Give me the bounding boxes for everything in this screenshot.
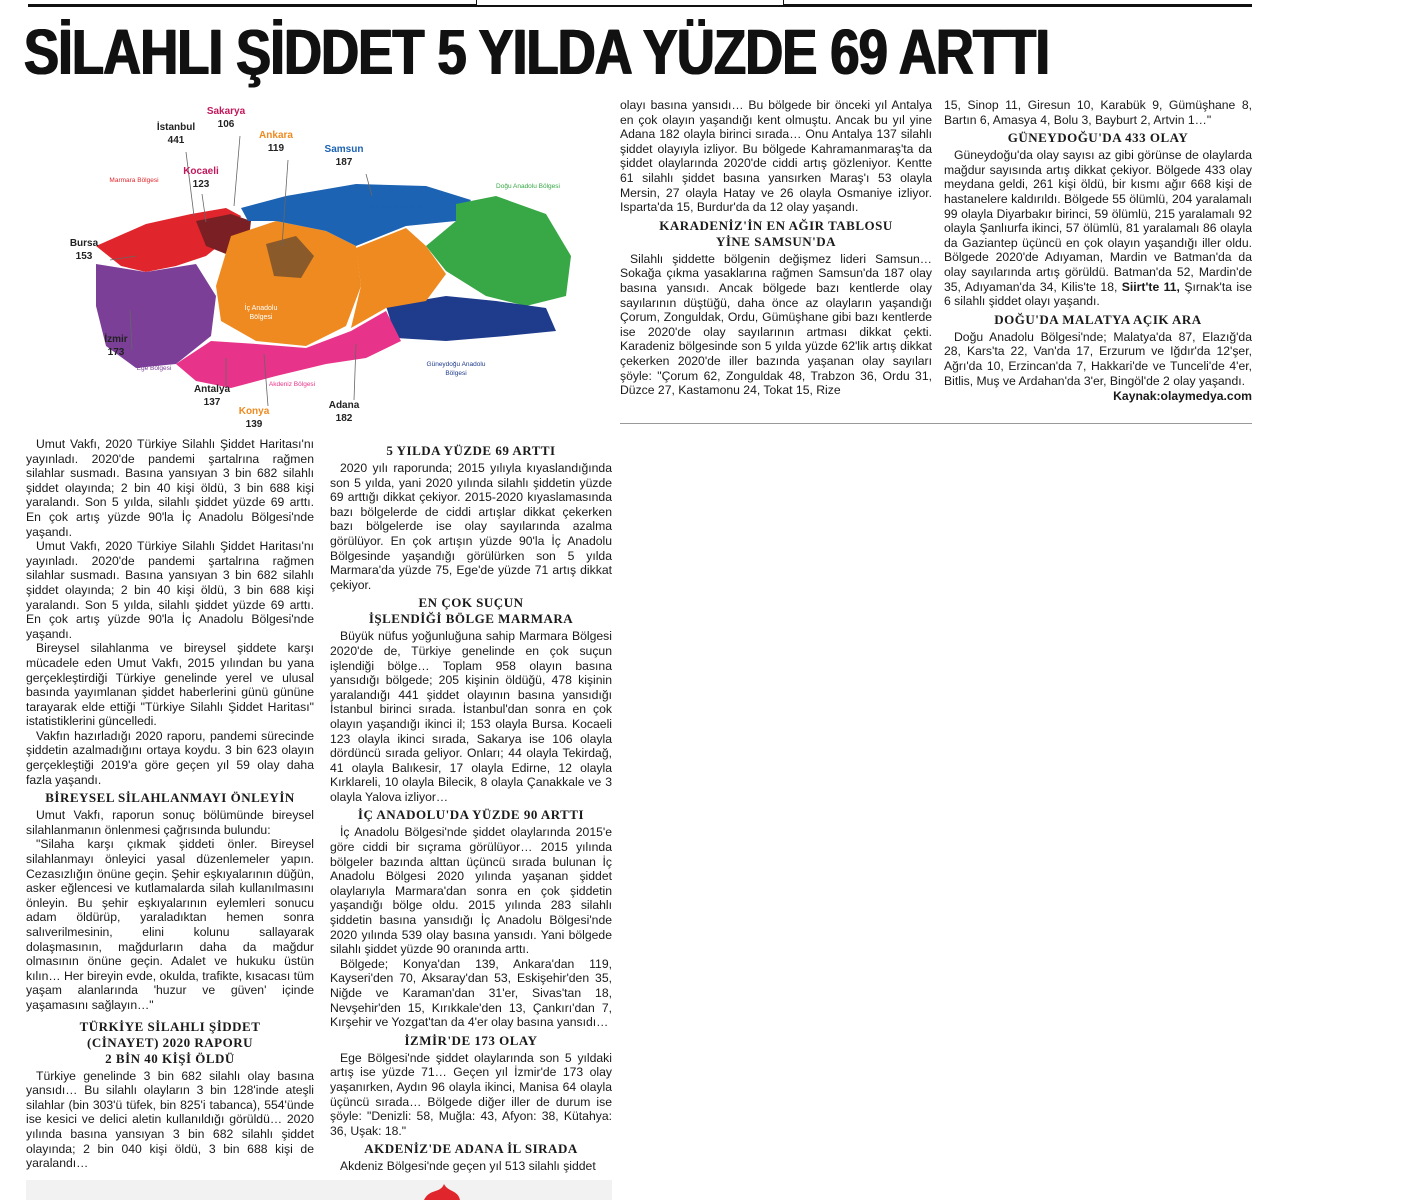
top-tab — [476, 0, 784, 6]
paragraph: Bireysel silahlanma ve bireysel şiddete karşı mücadele eden Umut Vakfı, 2015 yılından bu yana gerçekleştirdiği Türkiye genelinde yerel ve ulusal basında yayımlanan şiddet haberlerini günü gününe tarayarak elde ettiği "Türkiye Silahlı Şiddet Haritası" istatistiklerini güncelledi. — [26, 641, 314, 729]
city-value-label: 106 — [217, 119, 235, 130]
city-name-label: Sakarya — [206, 106, 246, 117]
city-name-label: Adana — [328, 400, 360, 411]
paragraph: Türkiye genelinde 3 bin 682 silahlı olay basına yansıdı… Bu silahlı olayların 3 bin 128'inde ateşli silahlar (bin 303'ü tüfek, bin 825'i tabanca), 554'ünde ise kesici ve delici aletin kullanıldığı görüldü… 2020 yılında basına yansıyan 3 bin 682 silahlı şiddet olayında; 2 bin 040 kişi öldü, 3 bin 688 kişi de yaralandı… — [26, 1068, 314, 1171]
paragraph: Umut Vakfı, 2020 Türkiye Silahlı Şiddet Haritası'nı yayınladı. 2020'de pandemi şartalrına rağmen silahlar susmadı. Basına yansıyan 3 bin 682 silahlı şiddet olayında; 2 bin 40 kişi öldü, 3 bin 688 kişi yaralandı. Son 5 yılda, silahlı şiddet yüzde 69 arttı. En çok artış yüzde 90'la İç Anadolu Bölgesi'nde yaşandı. — [26, 539, 314, 641]
paragraph: Ege Bölgesi'nde şiddet olaylarında son 5 yıldaki artış ise yüzde 71… Geçen yıl İzmir'de 173 olay yaşanırken, Aydın 96 olayla ikinci, Manisa 64 olayla üçüncü sırada… Bölgede diğer iller de durum ise şöyle: "Denizli: 58, Muğla: 43, Afyon: 38, Kütahya: 36, Uşak: 18." — [330, 1050, 612, 1138]
paragraph: Umut Vakfı, raporun sonuç bölümünde bireysel silahlanmanın önlenmesi çağrısında bulundu: — [26, 808, 314, 837]
subheading — [330, 595, 612, 627]
paragraph: 15, Sinop 11, Giresun 10, Karabük 9, Gümüşhane 8, Bartın 6, Amasya 4, Bolu 3, Bayburt 2, Artvin 1…" — [944, 98, 1252, 127]
subheading — [26, 1019, 314, 1067]
city-name-label: Antalya — [193, 384, 231, 395]
paragraph-bold-text: Siirt'te 11, — [1121, 279, 1180, 294]
region-label: Marmara Bölgesi — [109, 177, 159, 184]
city-value-label: 119 — [267, 143, 285, 154]
city-value-label: 139 — [245, 419, 263, 428]
region-label: İç Anadolu — [244, 305, 278, 312]
source-credit: Kaynak:olaymedya.com — [1113, 389, 1252, 404]
city-value-label: 441 — [167, 135, 185, 146]
subheading-line: TÜRKİYE SİLAHLI ŞİDDET — [79, 1018, 261, 1034]
city-name-label: Konya — [238, 406, 270, 417]
paragraph: Silahlı şiddette bölgenin değişmez lideri Samsun… Sokağa çıkma yasaklarına rağmen Samsun'da 187 olay basına yansıdı. Ancak bölgede bazı kentlerde olay sayılarının düştüğü, daha önce az olayların yaşandığı Çorum, Zonguldak, Ordu, Gümüşhane gibi bazı kentlerde ise 2020'de olay sayılarının artması dikkat çekti. Karadeniz bölgesinde son 5 yılda yüzde 62'lik artış dikkat çekerken 2020'de iller bazında yaşanan olay sayıları şöyle: "Çorum 62, Zonguldak 48, Trabzon 36, Ordu 31, Düzce 27, Kastamonu 24, Tokat 15, Rize — [620, 251, 932, 398]
subheading: 5 YILDA YÜZDE 69 ARTTI — [386, 443, 556, 458]
city-name-label: Ankara — [259, 130, 293, 141]
region-label: Doğu Anadolu Bölgesi — [496, 183, 560, 190]
city-value-label: 187 — [335, 157, 353, 168]
city-name-label: İzmir — [104, 334, 128, 345]
region-label: Karadeniz Bölgesi — [369, 203, 423, 210]
paragraph: Doğu Anadolu Bölgesi'nde; Malatya'da 87, Elazığ'da 28, Kars'ta 22, Van'da 17, Erzurum ve Iğdır'da 12'şer, Ağrı'da 10, Erzincan'da 7, Hakkari'de ve Tunceli'de 4'er, Bitlis, Muş ve Ardahan'da 3'er, Bingöl'de 2 olay yaşandı. — [944, 329, 1252, 388]
subheading: İÇ ANADOLU'DA YÜZDE 90 ARTTI — [357, 807, 585, 823]
paragraph: olayı basına yansıdı… Bu bölgede bir önceki yıl Antalya en çok olayın yaşandığı kent olmuştu. Ancak bu yıl yine Adana 182 olayla birinci sırada… Onu Antalya 137 silahlı şiddet olayıyla izliyor. Bu bölgede Kahramanmaraş'ta da şiddet olaylarında 2020'de ciddi artış gözleniyor. Kentte 61 silahlı şiddet basına yansırken Maraş'ı 53 olayla Mersin, 27 olayla Hatay ve 26 olayla Osmaniye izliyor. Isparta'da 15, Burdur'da da 12 olay yaşandı. — [620, 98, 932, 215]
city-value-label: 153 — [75, 251, 93, 262]
paragraph-text: Güneydoğu'da olay sayısı az gibi görünse de olaylarda mağdur sayısında artış dikkat çekiyor. Bölgede 433 olay meydana geldi, 261 kişi öldü, bir kısmı ağır 668 kişi de hastanelere kaldırıldı. Bölgede 55 ölümlü, 204 yaralamalı 99 olayla Diyarbakır birinci, 59 ölümlü, 215 yaralamalı 92 olayla Şanlıurfa ikinci, 57 ölümlü, 81 yaralamalı 86 olayla da Gaziantep üçüncü en çok olayın yaşandığı iller oldu. Bölgede 2020'de Adıyaman, Mardin ve Batman'da da olay sayılarında artış görüldü. Batman'da 52, Mardin'de 35, Adıyaman'da 34, Kilis'te 18, — [944, 148, 1252, 294]
bottom-image-strip — [26, 1180, 612, 1200]
paragraph: Umut Vakfı, 2020 Türkiye Silahlı Şiddet Haritası'nı yayınladı. 2020'de pandemi şartalrına rağmen silahlar susmadı. Basına yansıyan 3 bin 682 silahlı şiddet olayında; 2 bin 40 kişi öldü, 3 bin 688 kişi yaralandı. Son 5 yılda, silahlı şiddet yüzde 69 arttı. En çok artış yüzde 90'la İç Anadolu Bölgesi'nde yaşandı. — [26, 437, 314, 539]
region-label: Güneydoğu Anadolu — [426, 361, 486, 368]
city-name-label: Kocaeli — [183, 166, 219, 177]
flame-icon — [420, 1182, 464, 1200]
subheading: DOĞU'DA MALATYA AÇIK ARA — [994, 311, 1202, 327]
paragraph: Bölgede; Konya'dan 139, Ankara'dan 119, Kayseri'den 70, Aksaray'dan 53, Eskişehir'den 35, Niğde ve Karaman'dan 31'er, Sivas'tan 18, Nevşehir'den 15, Kırıkkale'den 13, Çankırı'dan 7, Kırşehir ve Yozgat'tan da 4'er olay basına yansıdı… — [330, 956, 612, 1030]
paragraph: Vakfın hazırladığı 2020 raporu, pandemi sürecinde şiddetin azalmadığını ortaya koydu. 3 bin 623 olayın gerçekleştiği 2019'a göre geçen yıl 59 olay daha fazla yaşandı. — [26, 728, 314, 787]
subheading: AKDENİZ'DE ADANA İL SIRADA — [364, 1141, 578, 1157]
subheading: BİREYSEL SİLAHLANMAYI ÖNLEYİN — [45, 790, 295, 806]
paragraph: Büyük nüfus yoğunluğuna sahip Marmara Bölgesi 2020'de de, Türkiye genelinde en çok suçun işlendiği bölge… Toplam 958 olayın basına yansıdığı bölgede; 205 kişinin öldüğü, 478 kişinin yaralandığı 441 şiddet olayının basına yansıdığı İstanbul birinci sırada. İstanbul'dan sonra en çok olayın yaşandığı ikinci il; 153 olayla Bursa. Kocaeli 123 olayla ikinci sırada, Sakarya ise 106 olayla dördüncü sırada geliyor. Onları; 44 olayla Tekirdağ, 41 olayla Balıkesir, 17 olayla Edirne, 12 olayla Kırklareli, 10 olayla Bilecik, 8 olayla Çanakkale ve 3 olayla Yalova izliyor… — [330, 629, 612, 804]
paragraph: İç Anadolu Bölgesi'nde şiddet olaylarında 2015'e göre ciddi bir sıçrama görülüyor… 2015 yılında bölgeler bazında alttan üçüncü sırada bulunan İç Anadolu Bölgesi 2020 yılında yaşanan şiddet olaylarıyla Marmara'dan sonra en çok şiddetin yaşandığı bölge oldu. 2015 yılında 283 silahlı şiddetin basına yansıdığı İç Anadolu Bölgesi'nde 2020 yılında 539 olay basına yansıdı. Yani bölgede silahlı şiddet yüzde 90 oranında arttı. — [330, 825, 612, 957]
subheading: GÜNEYDOĞU'DA 433 OLAY — [1007, 130, 1189, 146]
article-column-3 — [620, 98, 932, 398]
city-name-label: İstanbul — [156, 122, 196, 133]
paragraph-text: Şırnak'ta ise 6 silahlı şiddet olayı yaşandı. — [944, 279, 1253, 309]
callout-line — [234, 136, 240, 206]
column-rule — [620, 423, 1252, 424]
subheading: İZMİR'DE 173 OLAY — [404, 1032, 538, 1048]
city-value-label: 182 — [335, 413, 353, 424]
paragraph: 2020 yılı raporunda; 2015 yılıyla kıyaslandığında son 5 yılda, yani 2020 yılında silahlı şiddetin yüzde 69 arttığı dikkat çekiyor. 2015-2020 kıyaslamasında bazı bölgelerde de ciddi artışlar dikkat çekerken bazı bölgelerde ise olay sayılarında azalma görülüyor. En çok artışın yüzde 90'la İç Anadolu Bölgesinde yaşandığı görülürken son 5 yılda Marmara'da yüzde 75, Ege'de yüzde 71 artış dikkat çekiyor. — [330, 461, 612, 592]
city-value-label: 173 — [107, 347, 125, 358]
article-column-2 — [330, 440, 612, 1174]
turkey-violence-map — [26, 96, 614, 428]
region-label: Bölgesi — [445, 370, 467, 377]
city-name-label: Samsun — [324, 144, 364, 155]
region-label: Bölgesi — [249, 314, 273, 321]
subheading-line: YİNE SAMSUN'DA — [715, 233, 837, 249]
city-name-label: Bursa — [69, 238, 99, 249]
paragraph — [944, 148, 1252, 309]
subheading-line: 2 BİN 40 KİŞİ ÖLDÜ — [105, 1050, 235, 1066]
subheading — [620, 218, 932, 250]
city-value-label: 137 — [203, 397, 221, 408]
quote-paragraph: "Silaha karşı çıkmak şiddeti önler. Bireysel silahlanmayı önleyici yasal düzenlemeler yapın. Cezasızlığın önüne geçin. Şehir eşkıyalarının düğün, asker eğlencesi ve kutlamalarda silah kullanılmasını önleyin. Bu şehir eşkıyalarının eylemleri sonucu adam öldürüp, yaraladıktan hemen sonra salıverilmesinin, elini kolunu sallayarak dolaşmasının, mağdurların daha da mağdur olmasının önüne geçin. Adalet ve hukuku üstün kılın… Her bireyin evde, okulda, trafikte, kısacası tüm yaşam alanlarında 'huzur ve güven' içinde yaşamasını sağlayın…" — [26, 837, 314, 1012]
subheading-line: KARADENİZ'İN EN AĞIR TABLOSU — [659, 217, 893, 233]
article-column-1 — [26, 437, 314, 1171]
subheading-line: İŞLENDİĞİ BÖLGE MARMARA — [368, 611, 574, 627]
region-label: Akdeniz Bölgesi — [268, 381, 316, 388]
headline: SİLAHLI ŞİDDET 5 YILDA YÜZDE 69 ARTTI — [24, 16, 1050, 88]
subheading-line: (CİNAYET) 2020 RAPORU — [86, 1034, 254, 1050]
paragraph: Akdeniz Bölgesi'nde geçen yıl 513 silahlı şiddet — [340, 1159, 596, 1174]
city-value-label: 123 — [192, 179, 210, 190]
article-column-4 — [944, 98, 1252, 404]
region-label: Ege Bölgesi — [136, 365, 172, 372]
subheading-line: EN ÇOK SUÇUN — [418, 595, 524, 611]
